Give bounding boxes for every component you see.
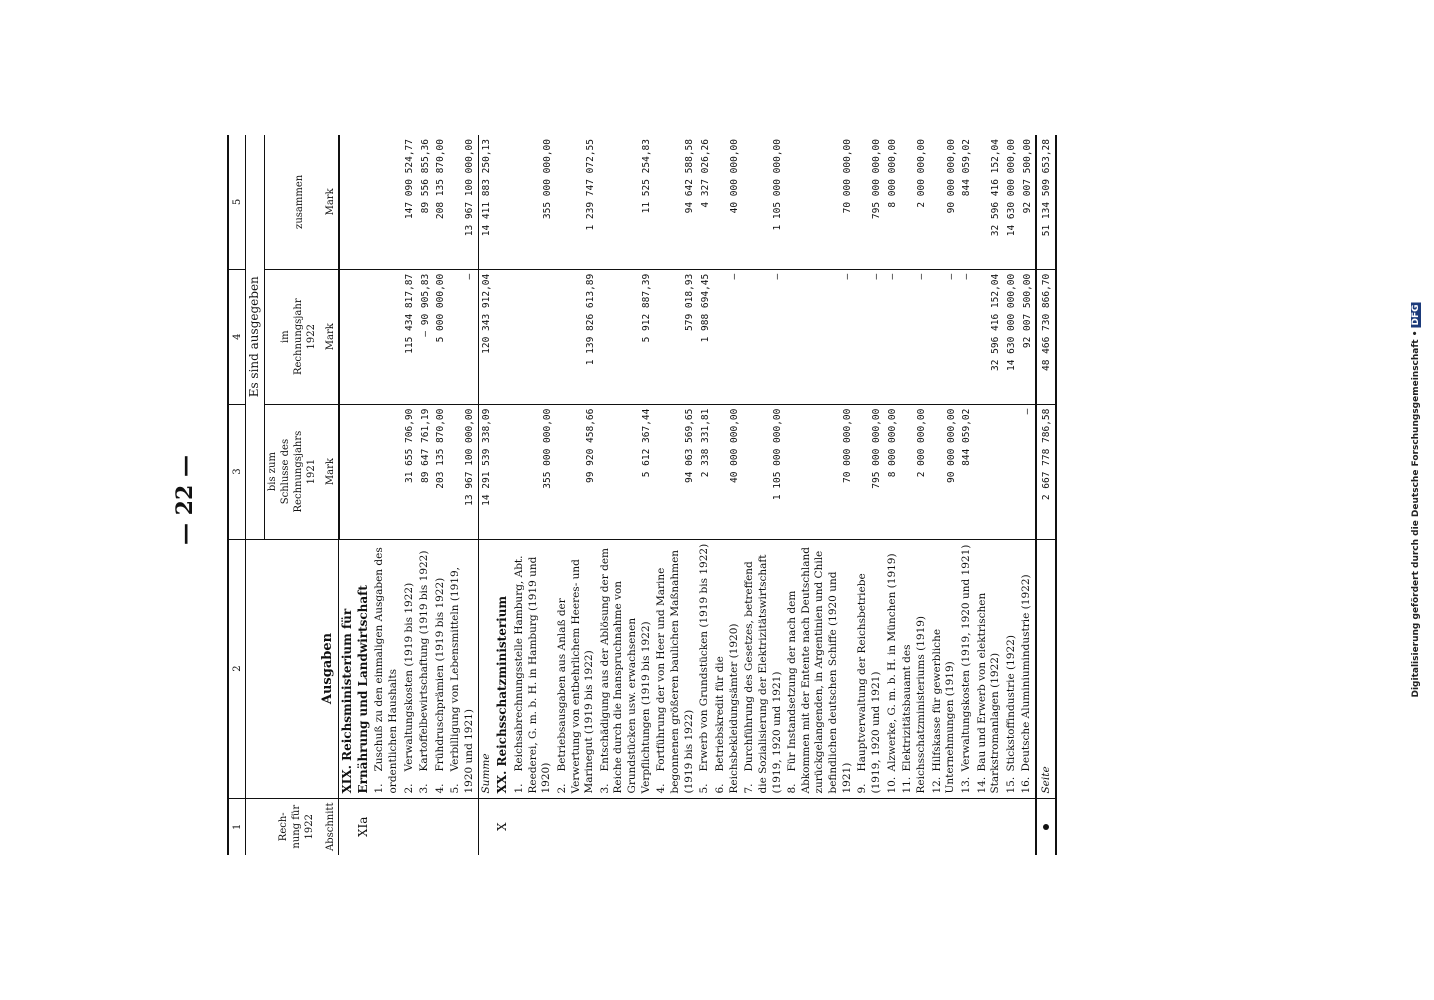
row-label: Deutsche Aluminiumindustrie (1922)	[1020, 574, 1033, 772]
row-number: 10.	[885, 776, 898, 794]
row-number: 7.	[743, 783, 756, 794]
table-row	[713, 135, 742, 855]
header-ausgaben: Ausgaben	[246, 539, 339, 798]
cell-col5: 208 135 870,00	[433, 135, 449, 269]
cell-col5: 11 525 254,83	[598, 135, 655, 269]
unit-label: Mark	[324, 188, 336, 216]
table-row	[885, 135, 901, 855]
row-number: 1.	[373, 783, 386, 794]
cell-col3: 1 105 000 000,00	[742, 404, 785, 539]
cell-col3	[1004, 404, 1020, 539]
column-number-row	[228, 135, 246, 855]
table-row	[959, 135, 975, 855]
page-number: — 22 —	[172, 455, 198, 545]
cell-col4	[372, 269, 401, 404]
row-number: 5.	[698, 783, 711, 794]
cell-col4: —	[930, 269, 959, 404]
row-label: Reichsabrechnungsstelle Hamburg, Abt. Reederei, G. m. b. H. in Hamburg (1919 und 1920)	[513, 555, 553, 794]
cell-col3: 355 000 000,00	[512, 404, 555, 539]
cell-col3: 8 000 000,00	[885, 404, 901, 539]
cell-col3	[372, 404, 401, 539]
unit-label: Mark	[324, 323, 336, 351]
cell-col4: 5 000 000,00	[433, 269, 449, 404]
column-number: 5	[228, 135, 246, 269]
row-number: 8.	[786, 783, 799, 794]
row-label: Kartoffelbewirtschaftung (1919 bis 1922)	[418, 550, 431, 772]
header-group-label: Es sind ausgegeben	[246, 135, 265, 539]
row-label: Stickstoffindustrie (1922)	[1004, 635, 1017, 772]
row-number: 2.	[402, 783, 415, 794]
table-row	[372, 135, 401, 855]
table-row	[1019, 135, 1036, 855]
row-label: Betriebskredit für die Reichsbekleidungsämter (1920)	[713, 623, 740, 794]
row-label: Für Instandsetzung der nach dem Abkommen mit der Entente nach Deutschland zurückgelangenden, in Argentinien und Chile befindlichen deutschen Schiffe (1920 und 1921)	[786, 546, 853, 794]
table-row	[402, 135, 418, 855]
cell-col5: 14 630 000 000,00	[1004, 135, 1020, 269]
row-label: Verwaltungskosten (1919 bis 1922)	[402, 582, 415, 772]
table-row	[555, 135, 598, 855]
section-code: X	[495, 822, 510, 832]
cell-col4: —	[900, 269, 929, 404]
cell-col4: 115 434 817,87	[402, 269, 418, 404]
cell-col4: 14 630 000 000,00	[1004, 269, 1020, 404]
cell-col3: 99 920 458,66	[555, 404, 598, 539]
row-label: Frühdruschprämien (1919 bis 1922)	[433, 577, 446, 772]
cell-col4: —	[713, 269, 742, 404]
cell-col4: 92 007 500,00	[1019, 269, 1036, 404]
section-heading-row	[494, 135, 512, 855]
cell-col4: 1 988 694,45	[697, 269, 713, 404]
header-section-line: nung für	[291, 804, 303, 849]
header-col4-line: 1922	[305, 323, 317, 350]
row-label: Durchführung des Gesetzes, betreffend die Sozialisierung der Elektrizitätswirtschaft (1919, 1920 und 1921)	[743, 554, 783, 794]
cell-col4: —	[885, 269, 901, 404]
header-col3-line: 1921	[305, 458, 317, 485]
cell-col5: 844 059,02	[959, 135, 975, 269]
cell-col5: 13 967 100 000,00	[448, 135, 478, 269]
page-total-col3: 2 667 778 786,58	[1036, 404, 1056, 539]
section-title	[494, 539, 512, 798]
page-total-col4: 48 466 730 866,70	[1036, 269, 1056, 404]
sum-col4: 120 343 912,04	[478, 269, 494, 404]
cell-col5: 32 596 416 152,04	[975, 135, 1004, 269]
cell-col4: 32 596 416 152,04	[975, 269, 1004, 404]
cell-col5: 795 000 000,00	[855, 135, 884, 269]
table-row	[448, 135, 478, 855]
sum-row	[478, 135, 494, 855]
table-row	[433, 135, 449, 855]
cell-col4: —	[959, 269, 975, 404]
table-row	[654, 135, 697, 855]
table-row	[512, 135, 555, 855]
row-label: Verbilligung von Lebensmitteln (1919, 1920 und 1921)	[449, 566, 476, 794]
row-number: 14.	[975, 776, 988, 794]
cell-col3: 13 967 100 000,00	[448, 404, 478, 539]
dfg-logo: DFG	[1411, 304, 1421, 326]
row-number: 4.	[655, 783, 668, 794]
section-roman: XIX.	[340, 765, 355, 794]
header-section-line: 1922	[304, 814, 316, 840]
row-number: 1.	[513, 783, 525, 794]
row-number: 16.	[1020, 776, 1033, 794]
header-col3-line: Schlusse des	[279, 438, 291, 505]
header-col5-line: zusammen	[293, 174, 305, 229]
cell-col4: 579 018,93	[654, 269, 697, 404]
cell-col5: 92 007 500,00	[1019, 135, 1036, 269]
cell-col3: 795 000 000,00	[855, 404, 884, 539]
cell-col3: —	[1019, 404, 1036, 539]
cell-col5	[372, 135, 401, 269]
header-col3-line: bis zum	[266, 452, 278, 492]
cell-col5: 2 000 000,00	[900, 135, 929, 269]
table-row	[855, 135, 884, 855]
page-number-value: 22	[172, 484, 198, 516]
cell-col5: 94 642 588,58	[654, 135, 697, 269]
row-label: Betriebsausgaben aus Anlaß der Verwertung von entbehrlichem Heeres- und Marinegut (1919 bis 1922)	[555, 559, 596, 794]
sum-col3: 14 291 539 338,09	[478, 404, 494, 539]
cell-col5: 1 105 000 000,00	[742, 135, 785, 269]
cell-col4: 1 139 826 613,89	[555, 269, 598, 404]
section-code: XIa	[355, 816, 370, 837]
bullet-mark	[1043, 824, 1049, 830]
table-row	[697, 135, 713, 855]
cell-col3: 70 000 000,00	[785, 404, 855, 539]
row-number: 11.	[901, 776, 914, 794]
cell-col5: 90 000 000,00	[930, 135, 959, 269]
header-col3-line: Rechnungsjahrs	[292, 430, 304, 513]
row-label: Erwerb von Grundstücken (1919 bis 1922)	[698, 543, 711, 772]
page-total-label: Seite	[1036, 539, 1056, 798]
row-label: Elektrizitätsbauamt des Reichsschatzministeriums (1919)	[901, 615, 927, 794]
header-col3	[264, 404, 339, 539]
cell-col3: 94 063 569,65	[654, 404, 697, 539]
cell-col3: 5 612 367,44	[598, 404, 655, 539]
section-heading-row	[339, 135, 373, 855]
table-row	[598, 135, 655, 855]
row-number: 9.	[856, 783, 869, 794]
header-col5	[264, 135, 339, 269]
header-col4-line: Rechnungsjahr	[292, 298, 304, 376]
cell-col3: 31 655 706,90	[402, 404, 418, 539]
cell-col3	[975, 404, 1004, 539]
table-row	[930, 135, 959, 855]
row-label: Entschädigung aus der Ablösung der dem Reiche durch die Inanspruchnahme von Grundstücken usw. erwachsenen Verpflichtungen (1919 bis 1922)	[598, 548, 652, 794]
cell-col5: 355 000 000,00	[512, 135, 555, 269]
row-number: 2.	[555, 783, 568, 794]
row-number: 15.	[1004, 776, 1017, 794]
header-section-line: Abschnitt	[325, 802, 337, 851]
header-section-line: Rech-	[278, 812, 290, 842]
section-title	[339, 539, 373, 798]
table-row	[900, 135, 929, 855]
header-col4-line: im	[279, 330, 291, 344]
row-number: 12.	[930, 776, 943, 794]
row-label: Hilfskasse für gewerbliche Unternehmungen (1919)	[930, 628, 957, 794]
page-total-col5: 51 134 509 653,28	[1036, 135, 1056, 269]
row-label: Bau und Erwerb von elektrischen Starkstromanlagen (1922)	[975, 592, 1002, 794]
column-number: 3	[228, 404, 246, 539]
header-group-row	[246, 135, 265, 855]
cell-col5: 8 000 000,00	[885, 135, 901, 269]
page-total-row	[1036, 135, 1056, 855]
cell-col4: —	[855, 269, 884, 404]
column-number: 1	[228, 798, 246, 855]
cell-col5: 147 090 524,77	[402, 135, 418, 269]
section-roman: XX.	[495, 770, 510, 794]
sum-label: Summe	[478, 539, 494, 798]
cell-col4: 5 912 887,39	[598, 269, 655, 404]
section-title-text: Reichsministerium für Ernährung und Landwirtschaft	[340, 585, 370, 794]
cell-col3: 2 000 000,00	[900, 404, 929, 539]
unit-label: Mark	[324, 458, 336, 486]
row-number: 4.	[433, 783, 446, 794]
cell-col5: 70 000 000,00	[785, 135, 855, 269]
digitization-credit	[1411, 303, 1421, 698]
row-label: Zuschuß zu den einmaligen Ausgaben des ordentlichen Haushalts	[373, 547, 399, 794]
cell-col3: 2 338 331,81	[697, 404, 713, 539]
row-number: 5.	[449, 783, 462, 794]
cell-col3: 40 000 000,00	[713, 404, 742, 539]
row-number: 6.	[713, 783, 726, 794]
header-section	[246, 798, 339, 855]
table-row	[785, 135, 855, 855]
sum-col5: 14 411 883 250,13	[478, 135, 494, 269]
cell-col4: —	[448, 269, 478, 404]
cell-col3: 90 000 000,00	[930, 404, 959, 539]
header-col4	[264, 269, 339, 404]
cell-col3: 203 135 870,00	[433, 404, 449, 539]
column-number: 2	[228, 539, 246, 798]
cell-col3: 844 059,02	[959, 404, 975, 539]
row-number: 3.	[418, 783, 431, 794]
cell-col4: — 90 905,83	[417, 269, 433, 404]
row-label: Hauptverwaltung der Reichsbetriebe (1919, 1920 und 1921)	[856, 573, 883, 794]
credit-text: Digitalisierung gefördert durch die Deutsche Forschungsgemeinschaft •	[1411, 330, 1421, 698]
column-number: 4	[228, 269, 246, 404]
section-title-text: Reichsschatzministerium	[495, 595, 510, 767]
table-row	[742, 135, 785, 855]
table-row	[1004, 135, 1020, 855]
cell-col4: —	[742, 269, 785, 404]
rotated-sheet	[132, 75, 1302, 925]
row-number: 13.	[959, 776, 972, 794]
cell-col5: 1 239 747 072,55	[555, 135, 598, 269]
cell-col5: 4 327 026,26	[697, 135, 713, 269]
row-label: Verwaltungskosten (1919, 1920 und 1921)	[959, 544, 972, 772]
cell-col4: —	[785, 269, 855, 404]
table-row	[975, 135, 1004, 855]
ledger-table	[227, 135, 1057, 855]
cell-col5: 89 556 855,36	[417, 135, 433, 269]
row-number: 3.	[598, 783, 611, 794]
cell-col4	[512, 269, 555, 404]
table-row	[417, 135, 433, 855]
row-label: Fortführung der von Heer und Marine begonnenen größeren baulichen Maßnahmen (1919 bis 1922)	[655, 549, 695, 794]
cell-col5: 40 000 000,00	[713, 135, 742, 269]
row-label: Alzwerke, G. m. b. H. in München (1919)	[885, 553, 898, 772]
cell-col3: 89 647 761,19	[417, 404, 433, 539]
